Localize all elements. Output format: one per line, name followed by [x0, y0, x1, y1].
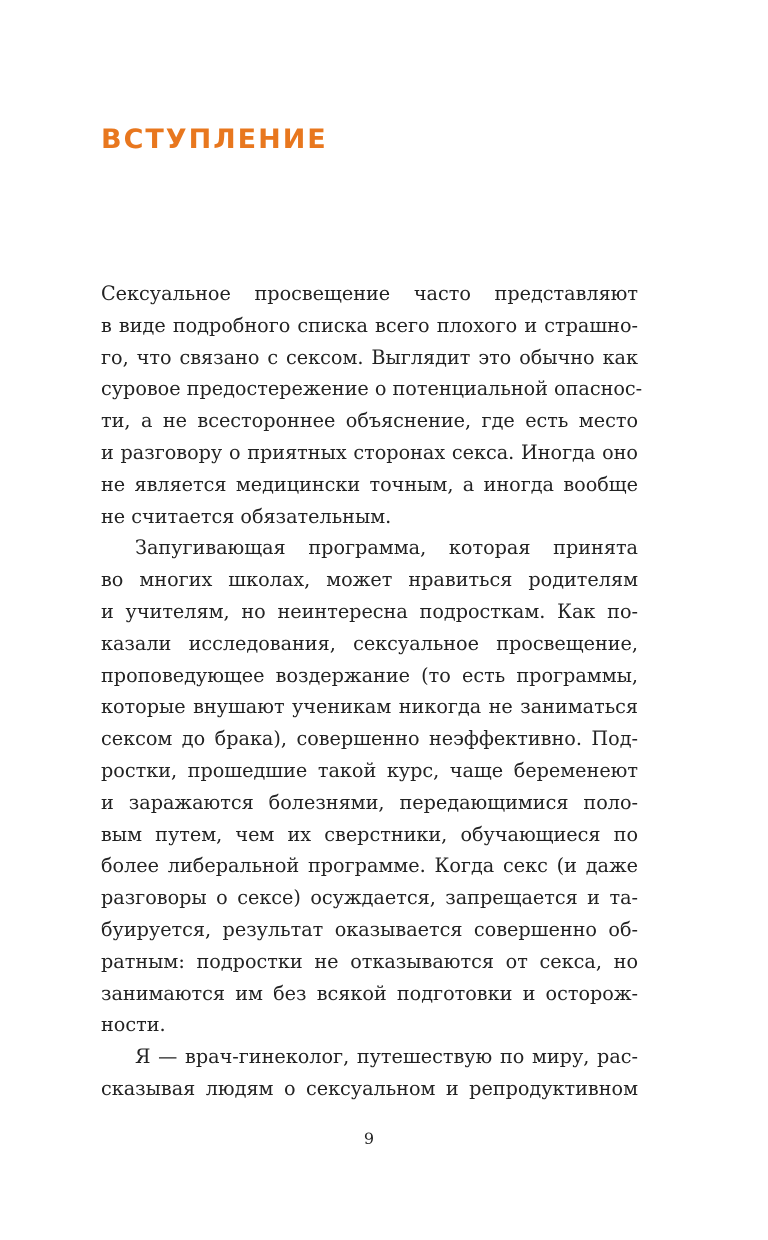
text-line: казали исследования, сексуальное просвещение, [101, 631, 638, 655]
body-text [101, 278, 643, 1105]
text-line: проповедующее воздержание (то есть программы, [101, 663, 638, 687]
text-line: Запугивающая программа, которая принята [135, 536, 638, 560]
text-line: ти, а не всестороннее объяснение, где есть место [101, 409, 638, 433]
text-line: разговоры о сексе) осуждается, запрещается и та- [101, 886, 638, 910]
text-line: занимаются им без всякой подготовки и осторож- [101, 981, 638, 1005]
page-number: 9 [363, 1129, 375, 1148]
text-line: и учителям, но неинтересна подросткам. Как по- [101, 599, 638, 623]
text-line: сексом до брака), совершенно неэффективно. Под- [101, 727, 638, 751]
text-line: вым путем, чем их сверстники, обучающиеся по [101, 822, 638, 846]
text-line: ростки, прошедшие такой курс, чаще беременеют [101, 758, 638, 782]
text-line: которые внушают ученикам никогда не заниматься [101, 695, 638, 719]
text-line: го, что связано с сексом. Выглядит это обычно как [101, 345, 638, 369]
chapter-title: ВСТУПЛЕНИЕ [101, 124, 328, 155]
text-line: суровое предостережение о потенциальной опаснос- [101, 377, 643, 401]
text-line: ности. [101, 1013, 166, 1037]
text-line: и заражаются болезнями, передающимися поло- [101, 790, 638, 814]
text-line: Я — врач-гинеколог, путешествую по миру, рас- [135, 1045, 638, 1069]
text-line: и разговору о приятных сторонах секса. Иногда оно [101, 440, 638, 464]
text-line: ратным: подростки не отказываются от секса, но [101, 949, 638, 973]
text-line: сказывая людям о сексуальном и репродуктивном [101, 1076, 638, 1100]
text-line: буируется, результат оказывается совершенно об- [101, 917, 638, 941]
text-line: более либеральной программе. Когда секс (и даже [101, 854, 638, 878]
text-line: Сексуальное просвещение часто представляют [101, 282, 638, 305]
text-line: в виде подробного списка всего плохого и страшно- [101, 313, 638, 337]
text-line: во многих школах, может нравиться родителям [101, 568, 638, 592]
text-line: не считается обязательным. [101, 504, 392, 528]
text-line: не является медицински точным, а иногда вообще [101, 472, 638, 496]
